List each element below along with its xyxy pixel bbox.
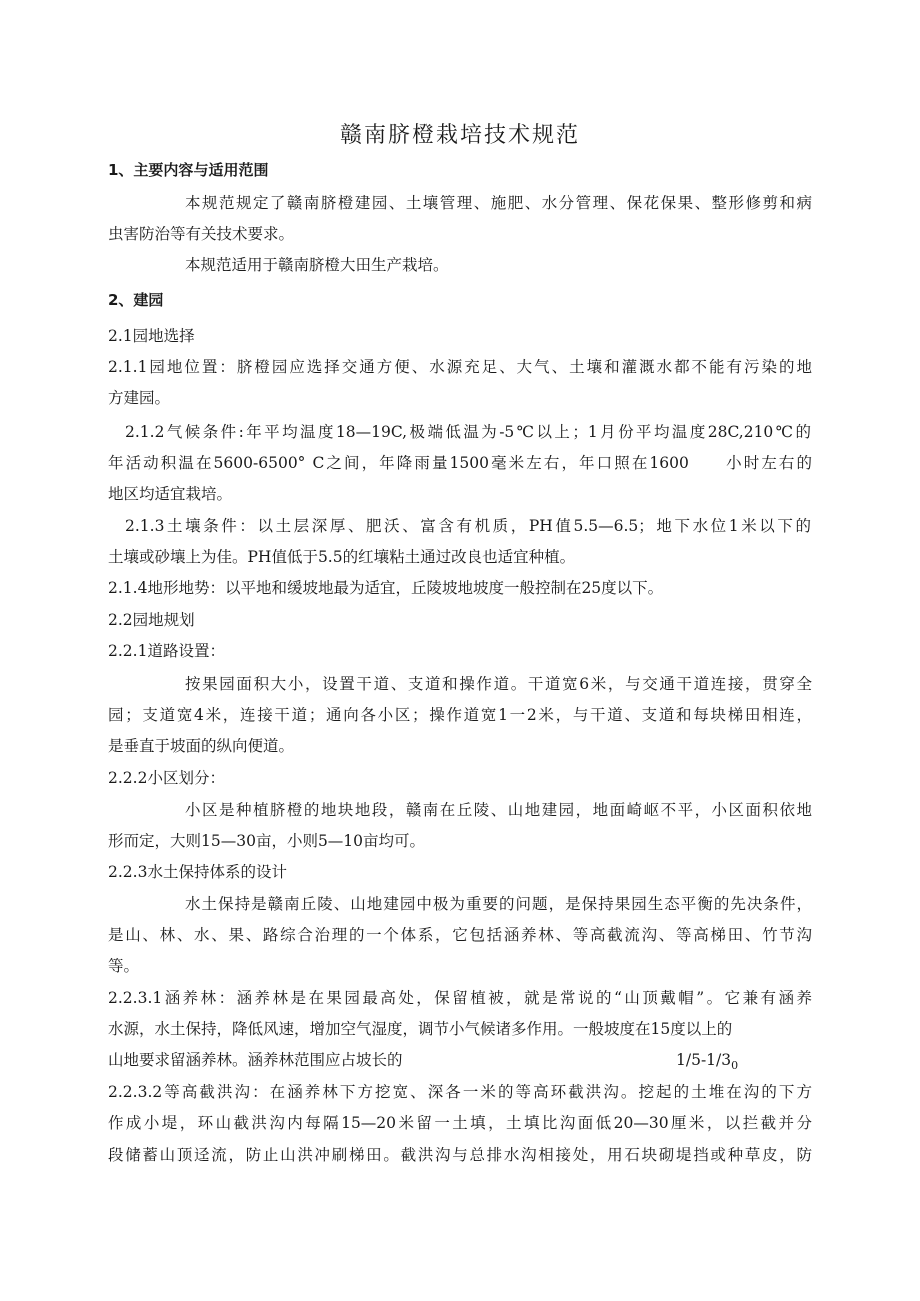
paragraph-line: 年活动积温在5600-6500° C之间，年降雨量1500毫米左右，年口照在1600 小时左右的 bbox=[108, 454, 812, 472]
paragraph-line: 2.1.1园地位置：脐橙园应选择交通方便、水源充足、大气、土壤和灌溉水都不能有污染的地 bbox=[108, 358, 812, 376]
paragraph-line: 小区是种植脐橙的地块地段，赣南在丘陵、山地建园，地面崎岖不平，小区面积依地 bbox=[185, 801, 812, 819]
paragraph-line: 方建园。 bbox=[108, 389, 171, 407]
paragraph-line: 2.2.3.1涵养林：涵养林是在果园最高处，保留植被，就是常说的“山顶戴帽”。它兼有涵养 bbox=[108, 989, 812, 1007]
paragraph-line: 等。 bbox=[108, 957, 140, 975]
paragraph-line: 水土保持是赣南丘陵、山地建园中极为重要的问题，是保持果园生态平衡的先决条件， bbox=[185, 895, 812, 913]
paragraph-line: 地区均适宜栽培。 bbox=[108, 485, 233, 503]
paragraph-line: 形而定，大则15—30亩，小则5—10亩均可。 bbox=[108, 832, 426, 850]
paragraph-line: 本规范适用于赣南脐橙大田生产栽培。 bbox=[185, 256, 449, 274]
paragraph-line: 2.2.3.2等高截洪沟：在涵养林下方挖宽、深各一米的等高环截洪沟。挖起的土堆在沟的下方 bbox=[108, 1083, 812, 1101]
slope-fraction-subscript: 0 bbox=[731, 1059, 739, 1073]
section-2-heading: 2、建园 bbox=[108, 291, 164, 309]
subsection-heading: 2.2园地规划 bbox=[108, 611, 195, 629]
paragraph-line: 园；支道宽4米，连接干道；通向各小区；操作道宽1一2米，与干道、支道和每块梯田相连， bbox=[108, 706, 812, 724]
subsection-heading: 2.2.1道路设置： bbox=[108, 642, 225, 660]
paragraph-line: 土壤或砂壤上为佳。PH值低于5.5的红壤粘土通过改良也适宜种植。 bbox=[108, 548, 576, 566]
slope-fraction bbox=[676, 1050, 738, 1076]
paragraph-line: 本规范规定了赣南脐橙建园、土壤管理、施肥、水分管理、保花保果、整形修剪和病 bbox=[185, 194, 812, 212]
section-1-heading: 1、主要内容与适用范围 bbox=[108, 161, 269, 179]
paragraph-line: 虫害防治等有关技术要求。 bbox=[108, 225, 295, 243]
slope-fraction-value: 1/5-1/3 bbox=[676, 1051, 732, 1069]
paragraph-line: 山地要求留涵养林。涵养林范围应占坡长的 bbox=[108, 1051, 403, 1069]
paragraph-line: 水源，水土保持，降低风速，增加空气湿度，调节小气候诸多作用。一般坡度在15度以上的 bbox=[108, 1020, 733, 1038]
paragraph-line: 2.1.2气候条件:年平均温度18—19C,极端低温为-5℃以上；1月份平均温度28C,210℃的 bbox=[125, 423, 811, 441]
subsection-heading: 2.2.2小区划分： bbox=[108, 769, 225, 787]
paragraph-line: 是山、林、水、果、路综合治理的一个体系，它包括涵养林、等高截流沟、等高梯田、竹节沟 bbox=[108, 926, 812, 944]
paragraph-line: 作成小堤，环山截洪沟内每隔15—20米留一土填，土填比沟面低20—30厘米，以拦截并分 bbox=[108, 1114, 812, 1132]
paragraph-line: 2.1.3土壤条件：以土层深厚、肥沃、富含有机质，PH值5.5—6.5；地下水位1米以下的 bbox=[125, 517, 811, 535]
subsection-heading: 2.1园地选择 bbox=[108, 327, 195, 345]
subsection-heading: 2.2.3水土保持体系的设计 bbox=[108, 863, 287, 881]
document-title: 赣南脐橙栽培技术规范 bbox=[339, 123, 580, 148]
paragraph-line: 段储蓄山顶迳流，防止山洪冲刷梯田。截洪沟与总排水沟相接处，用石块砌堤挡或种草皮，防 bbox=[108, 1146, 812, 1164]
paragraph-line: 2.1.4地形地势：以平地和缓坡地最为适宜，丘陵坡地坡度一般控制在25度以下。 bbox=[108, 579, 664, 597]
paragraph-line: 按果园面积大小，设置干道、支道和操作道。干道宽6米，与交通干道连接，贯穿全 bbox=[185, 675, 812, 693]
paragraph-line: 是垂直于坡面的纵向便道。 bbox=[108, 737, 295, 755]
